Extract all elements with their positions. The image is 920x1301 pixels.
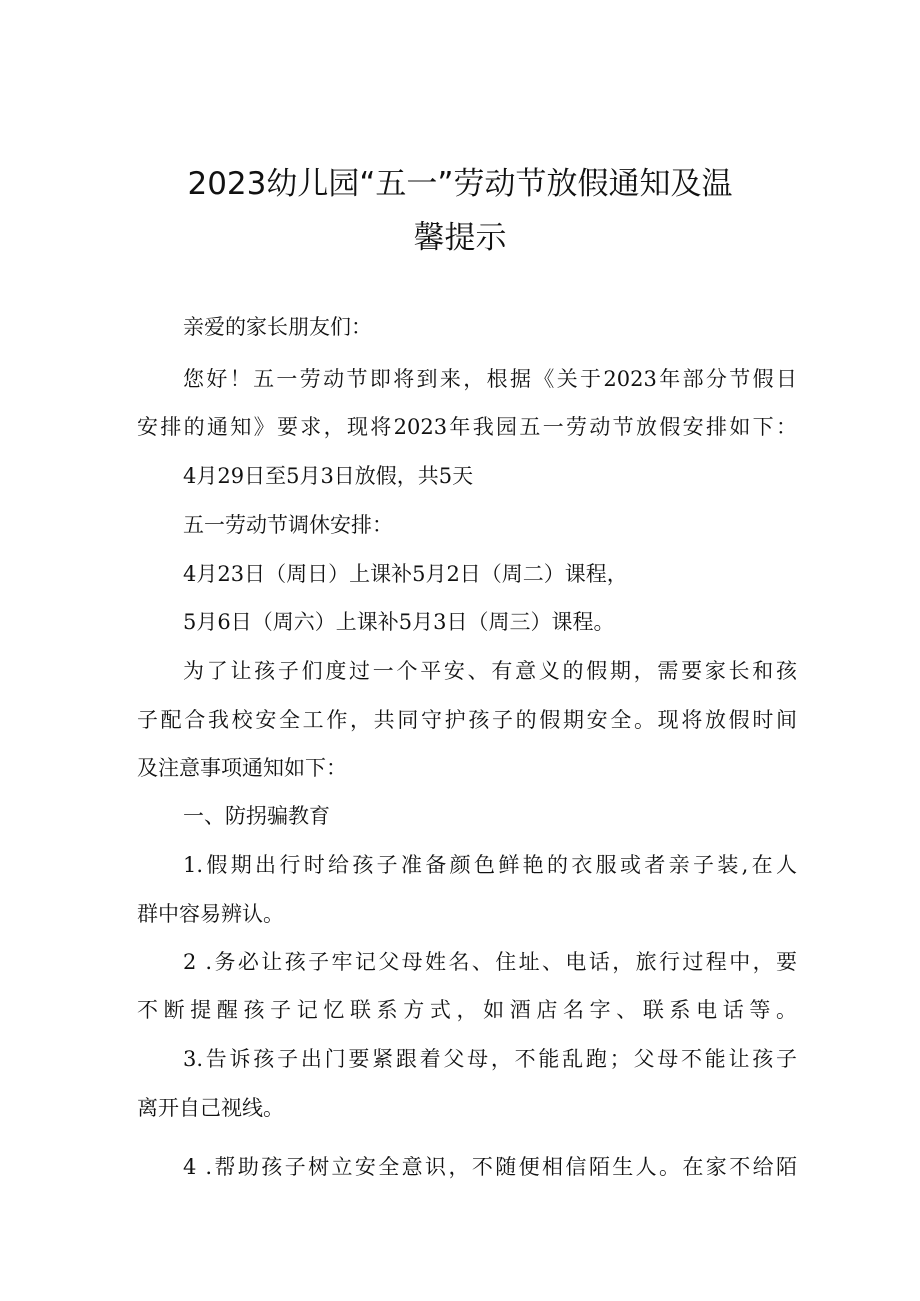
list-item-4-line-1: 4 .帮助孩子树立安全意识，不随便相信陌生人。在家不给陌 <box>183 1155 797 1179</box>
list-item-3-line-2: 离开自己视线。 <box>137 1096 284 1120</box>
intro-line-2: 安排的通知》要求，现将2023年我园五一劳动节放假安排如下： <box>137 415 797 439</box>
notice-line-1: 为了让孩子们度过一个平安、有意义的假期，需要家长和孩 <box>183 659 797 683</box>
list-item-2-line-1: 2 .务必让孩子牢记父母姓名、住址、电话，旅行过程中，要 <box>183 950 797 974</box>
holiday-period: 4月29日至5月3日放假，共5天 <box>183 464 474 488</box>
notice-line-2: 子配合我校安全工作，共同守护孩子的假期安全。现将放假时间 <box>137 708 797 732</box>
intro-line-1: 您好！五一劳动节即将到来，根据《关于2023年部分节假日 <box>183 367 797 391</box>
list-item-1-line-1: 1.假期出行时给孩子准备颜色鲜艳的衣服或者亲子装,在人 <box>183 853 797 877</box>
document-title-line-1: 2023幼儿园“五一”劳动节放假通知及温 <box>187 166 733 202</box>
document-title-line-2: 馨提示 <box>413 220 507 256</box>
list-item-1-line-2: 群中容易辨认。 <box>137 902 284 926</box>
section-heading-anti-abduction: 一、防拐骗教育 <box>183 804 330 828</box>
list-item-2-line-2: 不断提醒孩子记忆联系方式，如酒店名字、联系电话等。 <box>137 998 797 1022</box>
greeting: 亲爱的家长朋友们： <box>183 315 372 339</box>
makeup-item-2: 5月6日（周六）上课补5月3日（周三）课程。 <box>183 610 615 634</box>
makeup-heading: 五一劳动节调休安排： <box>183 513 393 537</box>
makeup-item-1: 4月23日（周日）上课补5月2日（周二）课程， <box>183 562 628 586</box>
notice-line-3: 及注意事项通知如下： <box>137 756 347 780</box>
list-item-3-line-1: 3.告诉孩子出门要紧跟着父母，不能乱跑；父母不能让孩子 <box>183 1047 797 1071</box>
